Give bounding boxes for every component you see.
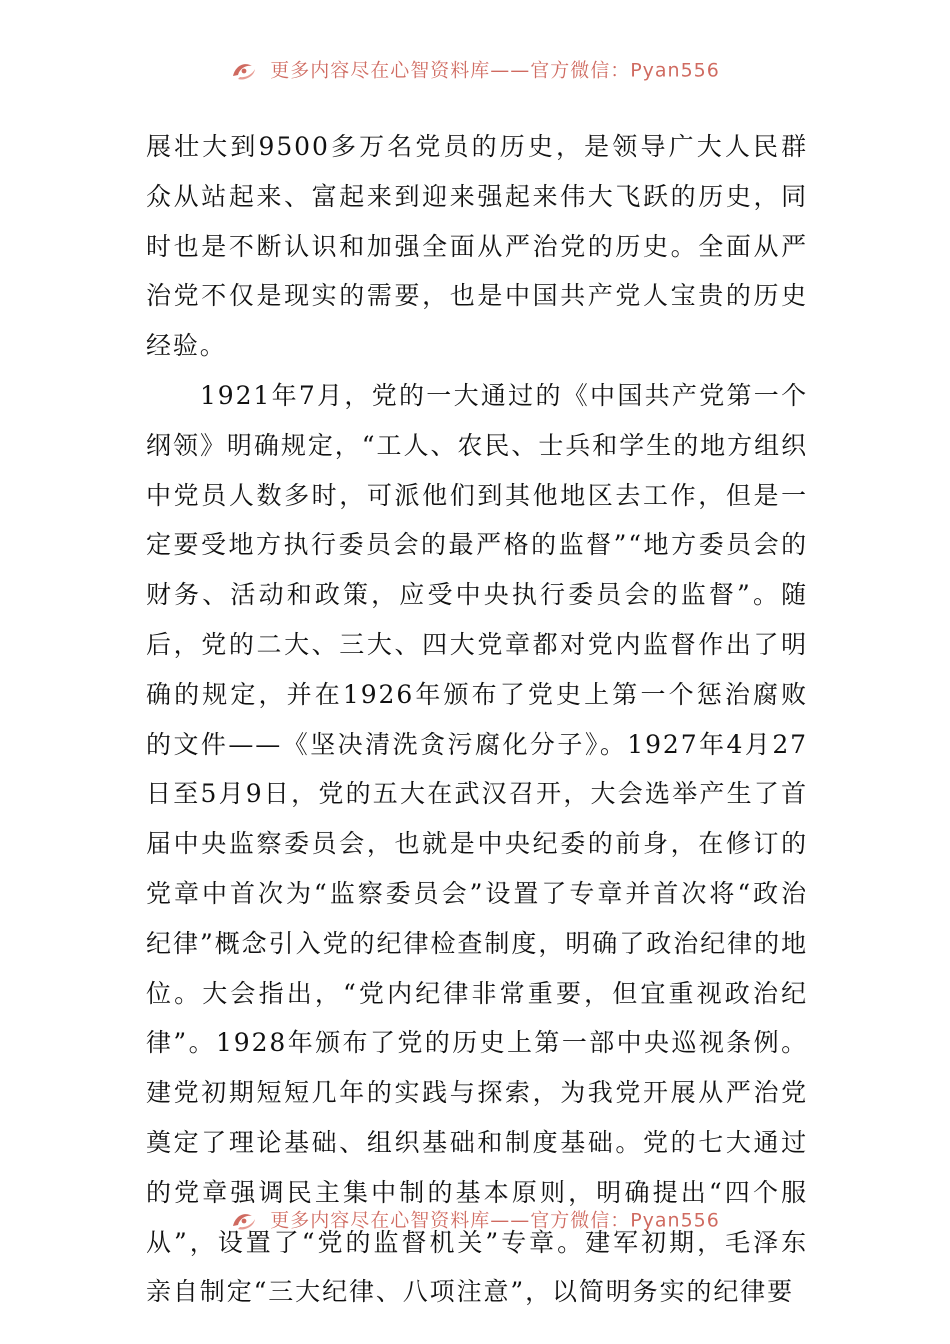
- header-watermark: [0, 50, 950, 90]
- footer-watermark: [0, 1200, 950, 1240]
- paragraph-2: 1921年7月，党的一大通过的《中国共产党第一个纲领》明确规定，“工人、农民、士兵和学生的地方组织中党员人数多时，可派他们到其他地区去工作，但是一定要受地方执行委员会的最严格的监督”“地方委员会的财务、活动和政策，应受中央执行委员会的监督”。随后，党的二大、三大、四大党章都对党内监督作出了明确的规定，并在1926年颁布了党史上第一个惩治腐败的文件——《坚决清洗贪污腐化分子》。1927年4月27日至5月9日，党的五大在武汉召开，大会选举产生了首届中央监察委员会，也就是中央纪委的前身，在修订的党章中首次为“监察委员会”设置了专章并首次将“政治纪律”概念引入党的纪律检查制度，明确了政治纪律的地位。大会指出，“党内纪律非常重要，但宜重视政治纪律”。1928年颁布了党的历史上第一部中央巡视条例。建党初期短短几年的实践与探索，为我党开展从严治党奠定了理论基础、组织基础和制度基础。党的七大通过的党章强调民主集中制的基本原则，明确提出“四个服从”，设置了“党的监督机关”专章。建军初期，毛泽东亲自制定“三大纪律、八项注意”，以简明务实的纪律要: [146, 380, 808, 1307]
- brand-logo-icon: [230, 1210, 258, 1232]
- brand-logo-icon: [230, 60, 258, 82]
- watermark-text: 更多内容尽在心智资料库——官方微信：Pyan556: [270, 59, 720, 82]
- paragraph-1: 展壮大到9500多万名党员的历史，是领导广大人民群众从站起来、富起来到迎来强起来伟大飞跃的历史，同时也是不断认识和加强全面从严治党的历史。全面从严治党不仅是现实的需要，也是中国共产党人宝贵的历史经验。: [146, 132, 808, 361]
- document-body: [146, 122, 808, 1317]
- watermark-text: 更多内容尽在心智资料库——官方微信：Pyan556: [270, 1209, 720, 1232]
